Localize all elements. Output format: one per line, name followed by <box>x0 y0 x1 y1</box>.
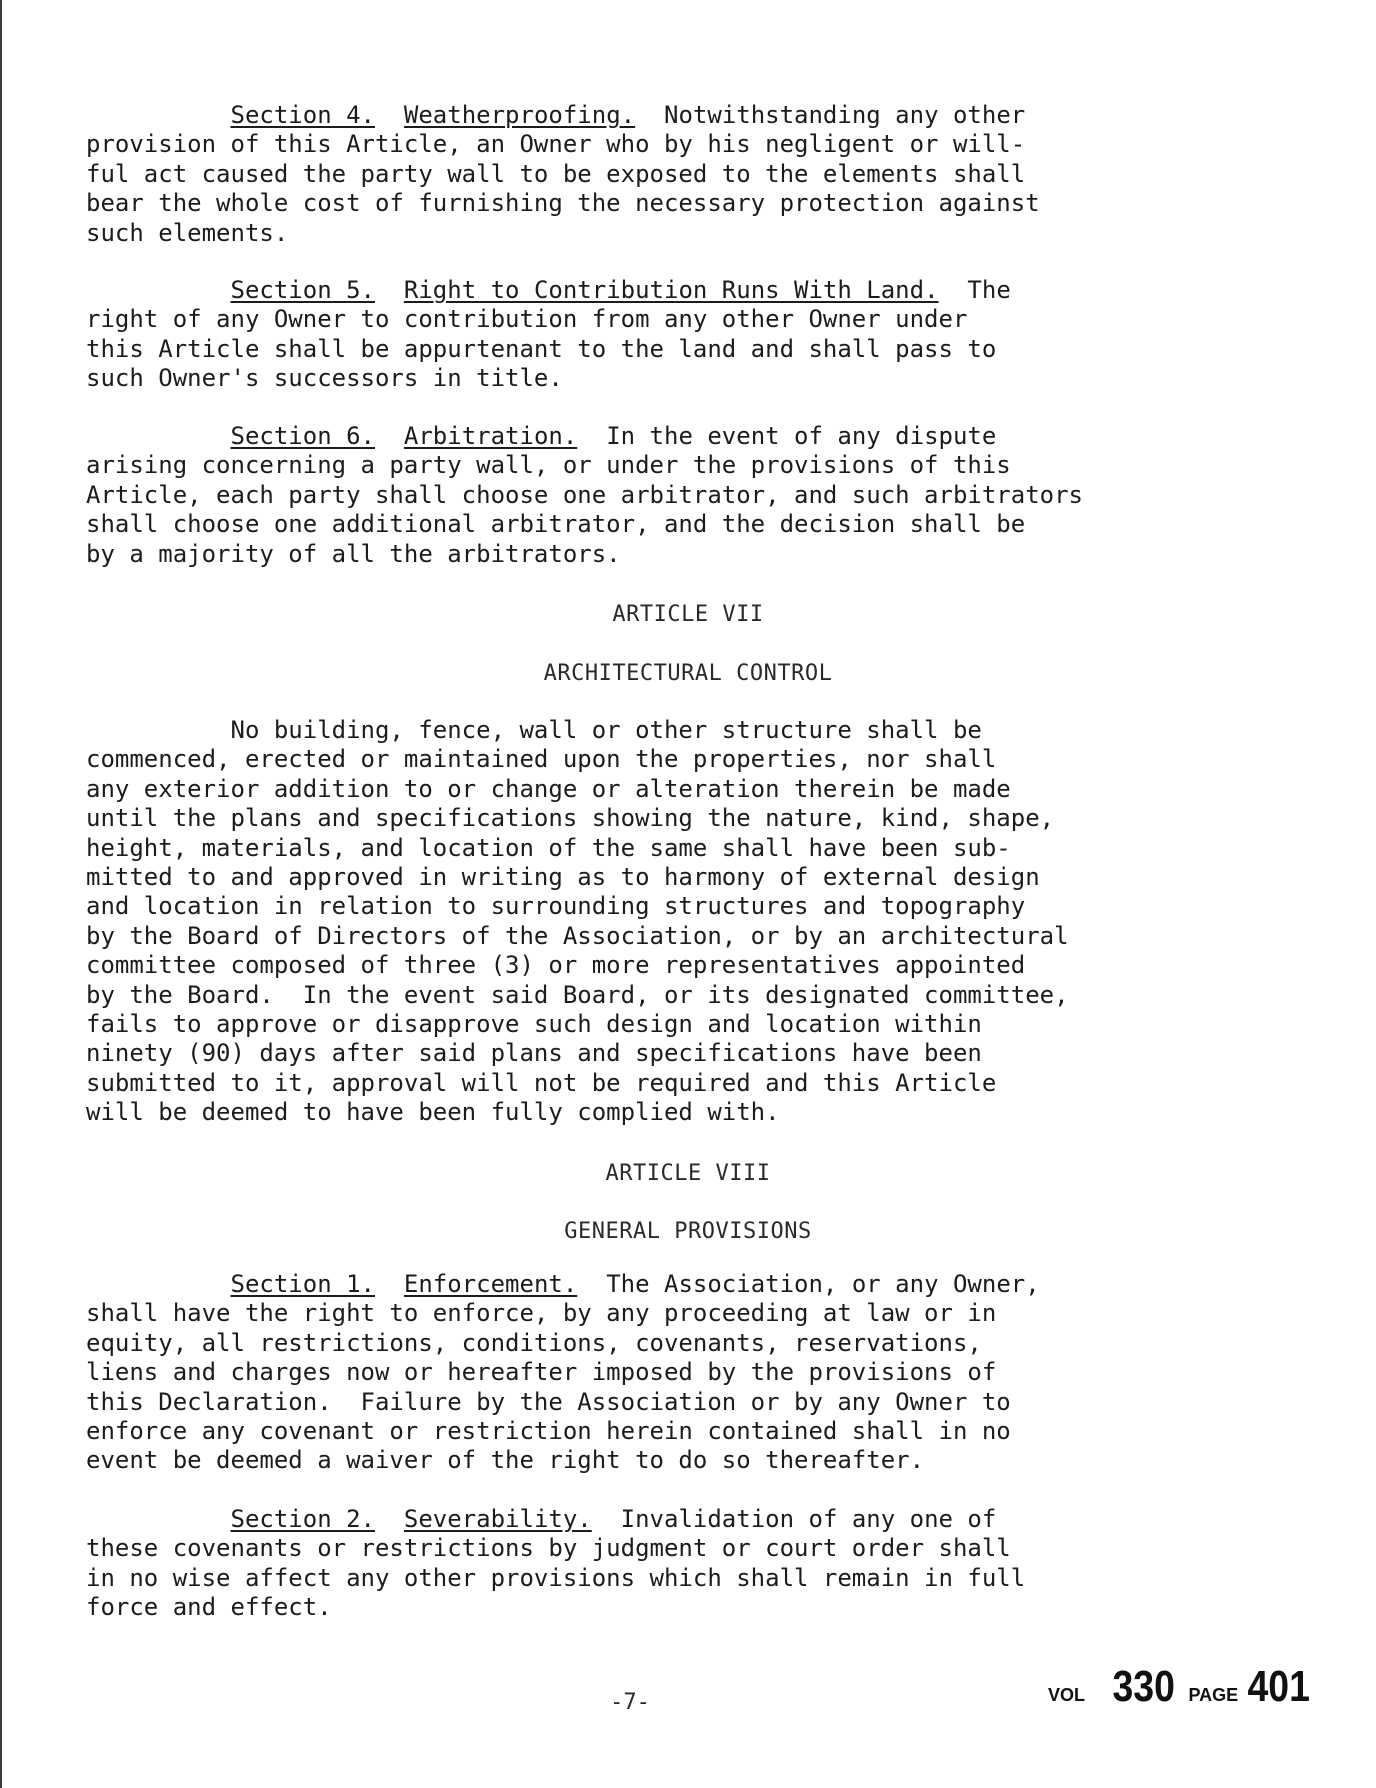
section-6-label: Section 6. <box>230 422 375 450</box>
article-7-line-4: until the plans and specifications showing the nature, kind, shape, <box>86 804 1055 833</box>
article-8-section-1-line-1: shall have the right to enforce, by any proceeding at law or in <box>86 1299 997 1328</box>
section-6-title: Arbitration. <box>403 422 578 450</box>
article-7-paragraph <box>86 716 1316 1128</box>
vol-number: 330 <box>1112 1662 1175 1711</box>
article-8-section-1-line-2: equity, all restrictions, conditions, covenants, reservations, <box>86 1328 982 1357</box>
article-7-line-8: by the Board of Directors of the Association, or by an architectural <box>86 921 1069 950</box>
article-7-line-12: ninety (90) days after said plans and specifications have been <box>86 1039 982 1068</box>
section-4-line-4: such elements. <box>86 218 289 247</box>
article-8-section-1-line-6: event be deemed a waiver of the right to do so thereafter. <box>86 1446 925 1475</box>
section-5-line-1: right of any Owner to contribution from any other Owner under <box>86 305 968 334</box>
article-8-section-2-label: Section 2. <box>230 1505 375 1533</box>
article-8-section-2-line-1: these covenants or restrictions by judgment or court order shall <box>86 1534 1011 1563</box>
scan-edge-line <box>0 0 2 1788</box>
article-7-subheading: ARCHITECTURAL CONTROL <box>543 661 833 686</box>
section-4-line-2: ful act caused the party wall to be exposed to the elements shall <box>86 159 1026 188</box>
section-6-line-3: shall choose one additional arbitrator, and the decision shall be <box>86 510 1026 539</box>
section-6-line-2: Article, each party shall choose one arbitrator, and such arbitrators <box>86 480 1083 509</box>
section-5-label: Section 5. <box>230 276 375 304</box>
section-4-label: Section 4. <box>230 101 375 129</box>
article-8-section-1-line-3: liens and charges now or hereafter imposed by the provisions of <box>86 1358 997 1387</box>
article-7-line-14: will be deemed to have been fully complied with. <box>86 1098 780 1127</box>
article-7-line-3: any exterior addition to or change or alteration therein be made <box>86 774 1011 803</box>
article-7-line-6: mitted to and approved in writing as to harmony of external design <box>86 863 1040 892</box>
article-7-heading: ARTICLE VII <box>612 602 764 627</box>
section-5-line-3: such Owner's successors in title. <box>86 364 563 393</box>
article-8-section-1-line-5: enforce any covenant or restriction herein contained shall in no <box>86 1417 1011 1446</box>
article-8-section-2-first-line: Invalidation of any one of <box>591 1505 997 1533</box>
section-5-line-2: this Article shall be appurtenant to the land and shall pass to <box>86 334 997 363</box>
article-8-section-1-line-4: this Declaration. Failure by the Association or by any Owner to <box>86 1387 1011 1416</box>
page-value: 401 <box>1247 1662 1311 1711</box>
article-7-line-11: fails to approve or disapprove such design and location within <box>86 1010 982 1039</box>
section-4-title: Weatherproofing. <box>403 101 636 129</box>
volume-page-stamp <box>1048 1662 1316 1728</box>
article-8-heading: ARTICLE VIII <box>605 1161 771 1186</box>
article-7-line-10: by the Board. In the event said Board, or its designated committee, <box>86 980 1069 1009</box>
section-5-first-line: The <box>938 276 1011 304</box>
article-8-section-1-paragraph <box>86 1270 1316 1476</box>
article-7-line-2: commenced, erected or maintained upon the properties, nor shall <box>86 745 997 774</box>
article-8-section-1-label: Section 1. <box>230 1270 375 1298</box>
article-8-section-2-line-3: force and effect. <box>86 1593 332 1622</box>
section-4-line-3: bear the whole cost of furnishing the necessary protection against <box>86 189 1040 218</box>
article-8-section-1-title: Enforcement. <box>403 1270 578 1298</box>
section-6-line-1: arising concerning a party wall, or under the provisions of this <box>86 451 1011 480</box>
page-number: -7- <box>610 1690 650 1715</box>
section-6-line-4: by a majority of all the arbitrators. <box>86 539 621 568</box>
section-5-title: Right to Contribution Runs With Land. <box>403 276 939 304</box>
page-label: PAGE <box>1188 1685 1239 1705</box>
section-4-paragraph <box>86 101 1316 248</box>
article-8-section-2-paragraph <box>86 1505 1316 1623</box>
section-4-line-1: provision of this Article, an Owner who by his negligent or will- <box>86 130 1026 159</box>
section-6-paragraph <box>86 422 1316 569</box>
article-7-line-7: and location in relation to surrounding structures and topography <box>86 892 1026 921</box>
vol-label: VOL <box>1048 1685 1086 1705</box>
section-5-paragraph <box>86 276 1316 394</box>
article-8-subheading: GENERAL PROVISIONS <box>564 1219 812 1244</box>
article-8-section-1-first-line: The Association, or any Owner, <box>577 1270 1040 1298</box>
section-4-first-line: Notwithstanding any other <box>635 101 1026 129</box>
article-7-line-1: No building, fence, wall or other structure shall be <box>86 716 982 744</box>
article-8-section-2-line-2: in no wise affect any other provisions which shall remain in full <box>86 1563 1026 1592</box>
article-7-line-9: committee composed of three (3) or more representatives appointed <box>86 951 1026 980</box>
section-6-first-line: In the event of any dispute <box>577 422 997 450</box>
article-7-line-5: height, materials, and location of the same shall have been sub- <box>86 833 1011 862</box>
article-7-line-13: submitted to it, approval will not be required and this Article <box>86 1068 997 1097</box>
article-8-section-2-title: Severability. <box>403 1505 592 1533</box>
